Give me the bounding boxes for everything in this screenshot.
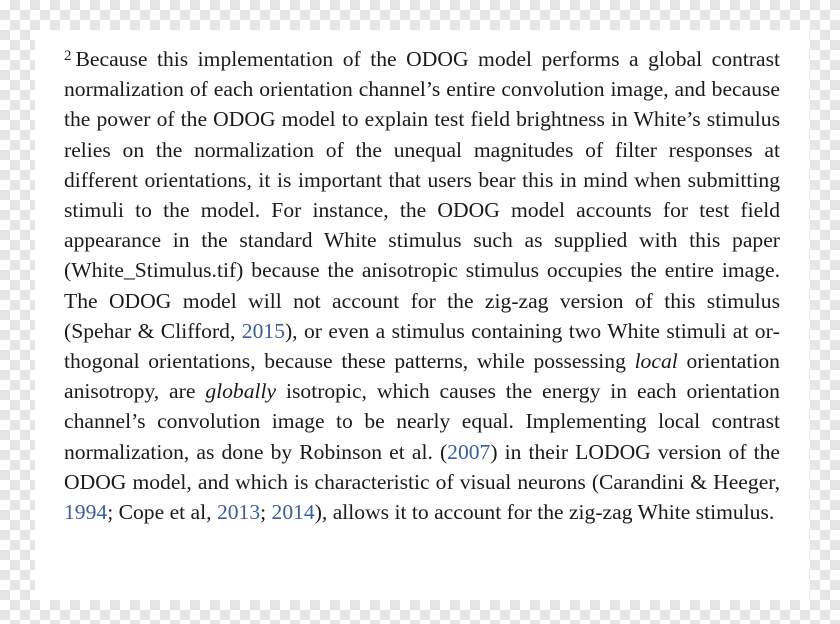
footnote-text: ) in their LODOG version of the ODOG model, and which is characteristic of visual neurons (Carandini & Heeger, bbox=[64, 439, 780, 494]
emphasis-globally: globally bbox=[205, 379, 277, 404]
emphasis-local: local bbox=[634, 349, 678, 374]
citation-link-2007[interactable]: 2007 bbox=[447, 439, 491, 464]
footnote-text: orientation anisotropy, are bbox=[64, 349, 780, 404]
footnote-text: ), allows it to account for the zig-zag White stimulus. bbox=[314, 500, 775, 525]
footnote-text: Because this implementation of the ODOG model performs a global contrast normalization of each orientation channel’s entire convolution image, and because the power of the ODOG model to explain test field brightness in White’s stimulus relies on the normalization of the unequal magnitudes of filter responses at different orientations, it is important that users bear this in mind when submitting stimuli to the model. For instance, the ODOG model accounts for test field appearance in the standard White stimulus such as supplied with this paper (White_Stimulus.tif) because the anisotropic stimulus occupies the entire image. The ODOG model will not account for the zig-zag version of this stimulus (Spehar & Clifford, bbox=[64, 47, 780, 343]
footnote-text: ; bbox=[260, 500, 272, 525]
citation-link-2013[interactable]: 2013 bbox=[216, 500, 261, 525]
citation-link-1994[interactable]: 1994 bbox=[64, 500, 108, 525]
footnote-text: isotropic, which causes the energy in each orientation channel’s convolution image to be nearly equal. Implementing local contrast normalization, as done by Robinson et al. ( bbox=[64, 379, 780, 464]
footnote-text: ; Cope et al, bbox=[107, 500, 217, 525]
citation-link-2015[interactable]: 2015 bbox=[241, 318, 285, 343]
citation-link-2014[interactable]: 2014 bbox=[271, 500, 315, 525]
footnote-text: ), or even a stimulus containing two White stimuli at orthogonal orientations, because these patterns, while possessing bbox=[64, 318, 780, 374]
footnote-paragraph bbox=[64, 44, 780, 527]
footnote-marker: 2 bbox=[64, 48, 72, 64]
document-page bbox=[35, 30, 809, 600]
